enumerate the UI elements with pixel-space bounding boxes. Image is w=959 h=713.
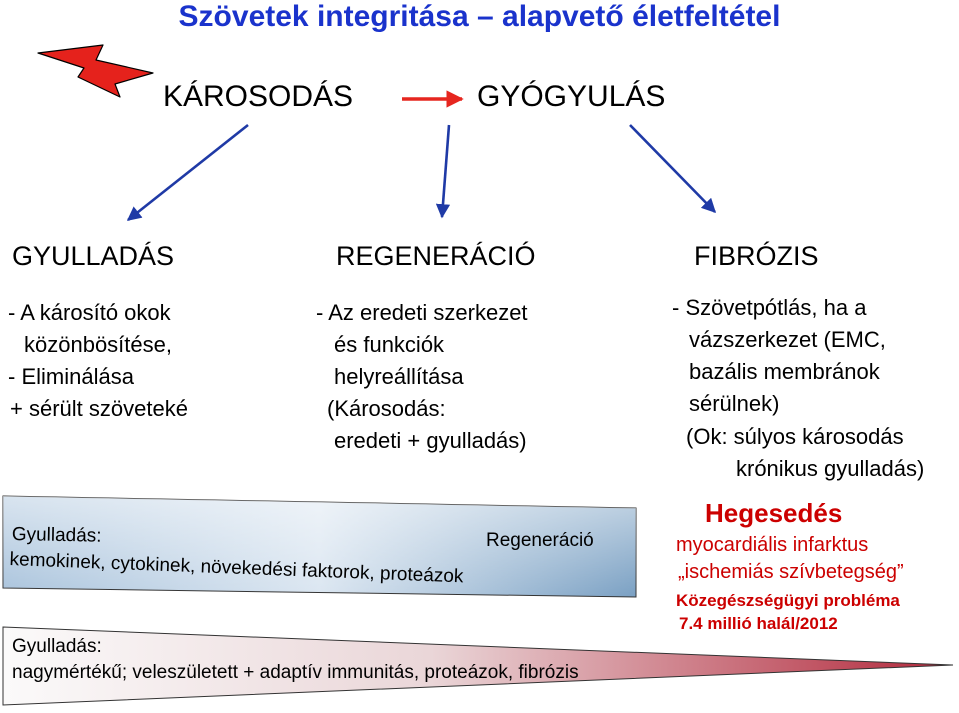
lightning-icon [38,45,153,97]
wedge1-detail: kemokinek, cytokinek, növekedési faktorok, proteázok [9,549,464,588]
regeneration-line: (Károsodás: [327,396,446,421]
fibrosis-line: (Ok: súlyos károsodás [686,424,904,449]
regeneration-line: helyreállítása [334,364,464,389]
fibrosis-line: bazális membránok [689,359,880,384]
regeneration-line: eredeti + gyulladás) [334,428,527,453]
wedge1-label: Gyulladás: [11,524,102,547]
fibrosis-line: sérülnek) [689,391,780,416]
inflammation-line: - A károsító okok [8,300,171,325]
scarring-heading: Hegesedés [705,498,843,528]
scarring-deaths: 7.4 millió halál/2012 [679,614,838,633]
regeneration-line: - Az eredeti szerkezet [316,300,528,325]
scarring-line: „ischemiás szívbetegség” [678,561,904,583]
wedge1-regeneration-label: Regeneráció [486,530,594,551]
fibrosis-heading: FIBRÓZIS [694,241,819,271]
inflammation-line: + sérült szöveteké [10,396,188,421]
inflammation-line: - Eliminálása [8,364,134,389]
fibrosis-line: vázszerkezet (EMC, [689,327,886,352]
inflammation-line: közönbösítése, [24,332,172,357]
branch-arrow-inflammation [128,125,248,220]
wedge2-detail: nagymértékű; veleszületett + adaptív immunitás, proteázok, fibrózis [12,662,579,683]
branch-arrow-fibrosis [630,125,715,212]
inflammation-heading: GYULLADÁS [12,241,175,271]
scarring-line: myocardiális infarktus [676,534,869,556]
fibrosis-line: krónikus gyulladás) [736,456,925,481]
scarring-public-health: Közegészségügyi probléma [676,591,900,610]
damage-label: KÁROSODÁS [163,80,354,113]
regeneration-heading: REGENERÁCIÓ [336,241,536,271]
healing-label: GYÓGYULÁS [477,80,666,113]
page-title: Szövetek integritása – alapvető életfeltétel [178,0,781,33]
branch-arrow-regeneration [442,125,449,217]
regeneration-line: és funkciók [334,332,445,357]
fibrosis-line: - Szövetpótlás, ha a [672,295,867,320]
wedge2-label: Gyulladás: [12,636,102,657]
